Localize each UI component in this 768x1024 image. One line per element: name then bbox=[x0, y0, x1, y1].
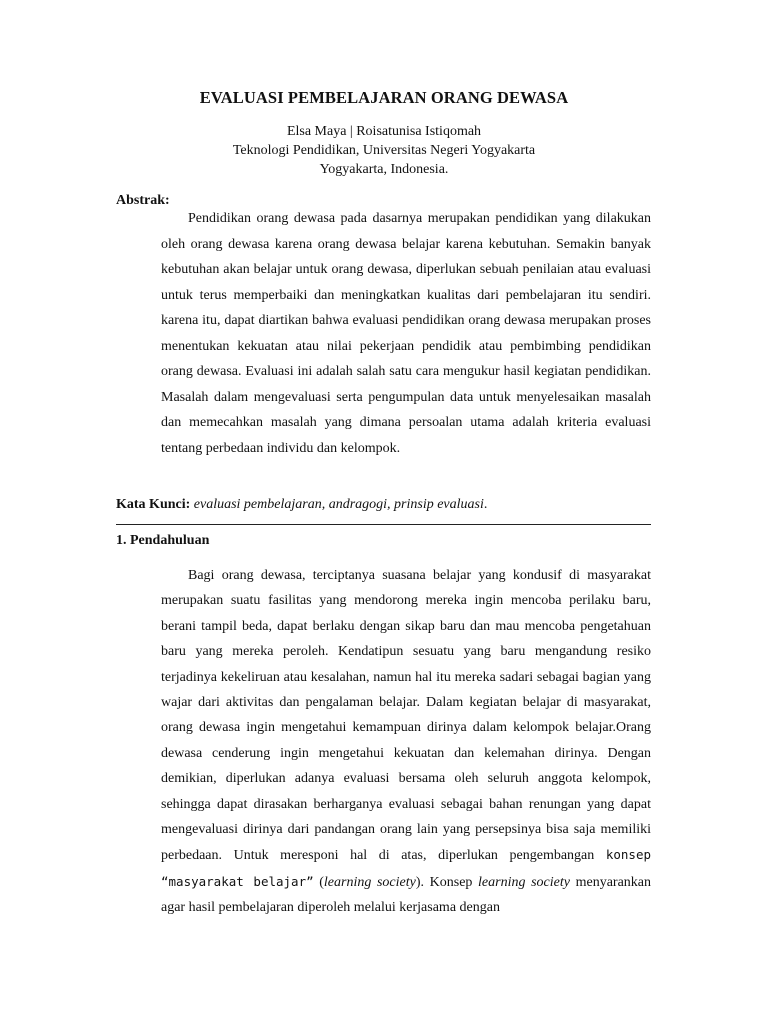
intro-text-part1: Bagi orang dewasa, terciptanya suasana belajar yang kondusif di masyarakat merupakan suatu fasilitas yang mendorong mereka ingin mencoba perilaku baru, berani tampil beda, dapat berlaku dengan sikap baru dan mau mencoba pengetahuan baru yang mereka peroleh. Kendatipun sesuatu yang baru mengandung resiko terjadinya kekeliruan atau kesalahan, namun hal itu mereka sadari sebagai bagian yang wajar dari aktivitas dan pengalaman belajar. Dalam kegiatan belajar di masyarakat, orang dewasa ingin mengetahui kemampuan dirinya dalam kelompok belajar.Orang dewasa cenderung ingin mengetahui kekuatan dan kelemahan dirinya. Dengan demikian, diperlukan adanya evaluasi bersama oleh seluruh anggota kelompok, sehingga dapat dirasakan berharganya evaluasi sebagai bahan renungan yang dapat mengevaluasi dirinya dari pandangan orang lain yang persepsinya bisa saja memiliki perbedaan. Untuk meresponi hal di atas, diperlukan pengembangan bbox=[161, 568, 651, 864]
author-names: Elsa Maya | Roisatunisa Istiqomah bbox=[286, 124, 482, 139]
intro-italic-term-1: learning society bbox=[323, 874, 416, 890]
introduction-body bbox=[161, 563, 651, 921]
introduction-paragraph bbox=[161, 563, 651, 921]
keywords-text: evaluasi pembelajaran, andragogi, prinsip evaluasi bbox=[193, 497, 484, 512]
intro-paren-close: ). Konsep bbox=[415, 874, 479, 890]
abstract-text: Pendidikan orang dewasa pada dasarnya merupakan pendidikan yang dilakukan oleh orang dewasa karena orang dewasa belajar karena kebutuhan. Semakin banyak kebutuhan akan belajar untuk orang dewasa, diperlukan sebuah penilaian atau evaluasi untuk terus memperbaiki dan meningkatkan kualitas dari pembelajaran itu sendiri. karena itu, dapat diartikan bahwa evaluasi pendidikan orang dewasa merupakan proses menentukan kekuatan atau nilai pekerjaan pendidik atau pembimbing pendidikan orang dewasa. Evaluasi ini adalah salah satu cara mengukur hasil kegiatan pendidikan. Masalah dalam mengevaluasi serta pengumpulan data untuk menyelesaikan masalah dan memecahkan masalah yang dimana persoalan utama adalah kriteria evaluasi tentang perbedaan individu dan kelompok. bbox=[161, 211, 651, 456]
location: Yogyakarta, Indonesia. bbox=[319, 162, 449, 177]
abstract-label: Abstrak: bbox=[116, 193, 170, 208]
intro-mono-phrase: konsep “masyarakat belajar” bbox=[161, 847, 651, 889]
affiliation: Teknologi Pendidikan, Universitas Negeri Yogyakarta bbox=[232, 143, 536, 158]
section-heading: 1. Pendahuluan bbox=[116, 533, 210, 548]
keywords bbox=[116, 497, 487, 513]
intro-italic-term-2: learning society bbox=[478, 874, 570, 890]
keywords-end: . bbox=[483, 497, 488, 512]
intro-paren-open: ( bbox=[313, 874, 324, 890]
intro-text-part2: menyarankan agar hasil pembelajaran diperoleh melalui kerjasama dengan bbox=[161, 874, 651, 916]
paper-title: EVALUASI PEMBELAJARAN ORANG DEWASA bbox=[199, 88, 569, 107]
section-divider bbox=[116, 524, 651, 525]
abstract-body bbox=[161, 206, 651, 461]
keywords-label: Kata Kunci: bbox=[116, 497, 191, 512]
